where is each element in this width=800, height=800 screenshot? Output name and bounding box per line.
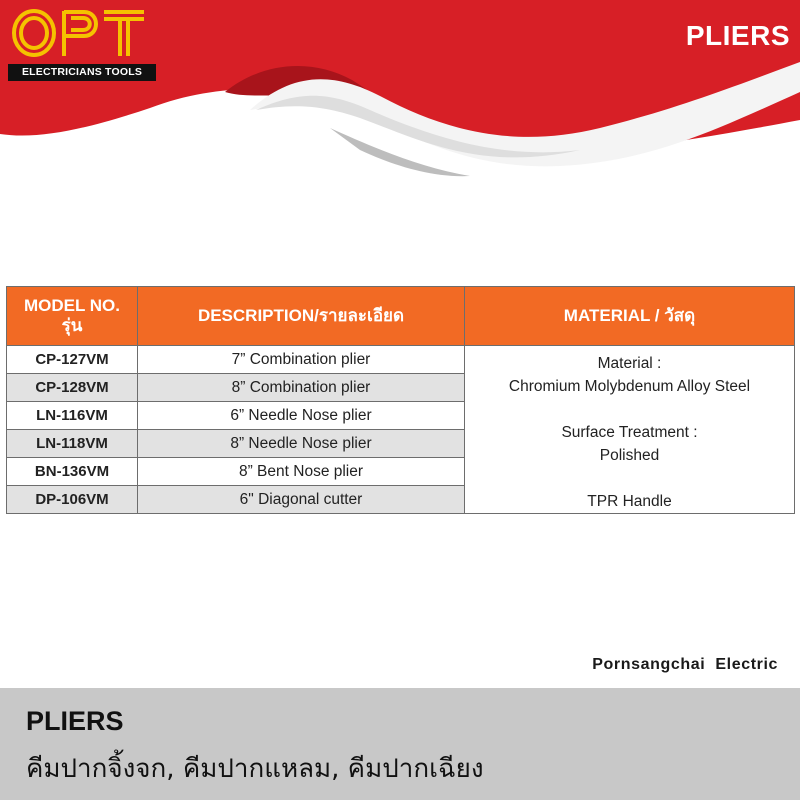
model-cell: BN-136VM: [7, 458, 138, 486]
brand-tagline: ELECTRICIANS TOOLS: [8, 64, 156, 81]
footer-subtitle: คีมปากจิ้งจก, คีมปากแหลม, คีมปากเฉียง: [26, 754, 484, 784]
header-banner: [0, 0, 800, 182]
handle-value: TPR Handle: [587, 493, 672, 510]
company-name: Pornsangchai Electric: [592, 656, 778, 673]
description-cell: 8” Needle Nose plier: [138, 430, 465, 458]
column-header-model-th: รุ่น: [61, 316, 83, 335]
description-cell: 8” Combination plier: [138, 374, 465, 402]
model-cell: LN-118VM: [7, 430, 138, 458]
description-cell: 6" Diagonal cutter: [138, 486, 465, 514]
column-header-model-en: MODEL NO.: [23, 296, 121, 315]
treatment-value: Polished: [599, 447, 660, 464]
material-cell: [465, 346, 795, 514]
brand-logo: [8, 6, 150, 78]
model-cell: CP-127VM: [7, 346, 138, 374]
column-header-description: DESCRIPTION/รายละเอียด: [138, 287, 465, 346]
header-title: PLIERS: [685, 20, 790, 51]
column-header-material: MATERIAL / วัสดุ: [465, 287, 795, 346]
model-cell: DP-106VM: [7, 486, 138, 514]
table-row: [7, 346, 795, 374]
column-header-model: [7, 287, 138, 346]
footer-bar: [0, 688, 800, 800]
logo-mark-icon: [8, 6, 148, 62]
description-cell: 6” Needle Nose plier: [138, 402, 465, 430]
spec-table: [6, 286, 795, 514]
material-label: Material :: [597, 355, 662, 372]
model-cell: LN-116VM: [7, 402, 138, 430]
model-cell: CP-128VM: [7, 374, 138, 402]
description-cell: 8” Bent Nose plier: [138, 458, 465, 486]
table-header-row: [7, 287, 795, 346]
treatment-label: Surface Treatment :: [561, 424, 698, 441]
material-value: Chromium Molybdenum Alloy Steel: [508, 378, 751, 395]
description-cell: 7” Combination plier: [138, 346, 465, 374]
footer-title: PLIERS: [26, 706, 124, 736]
